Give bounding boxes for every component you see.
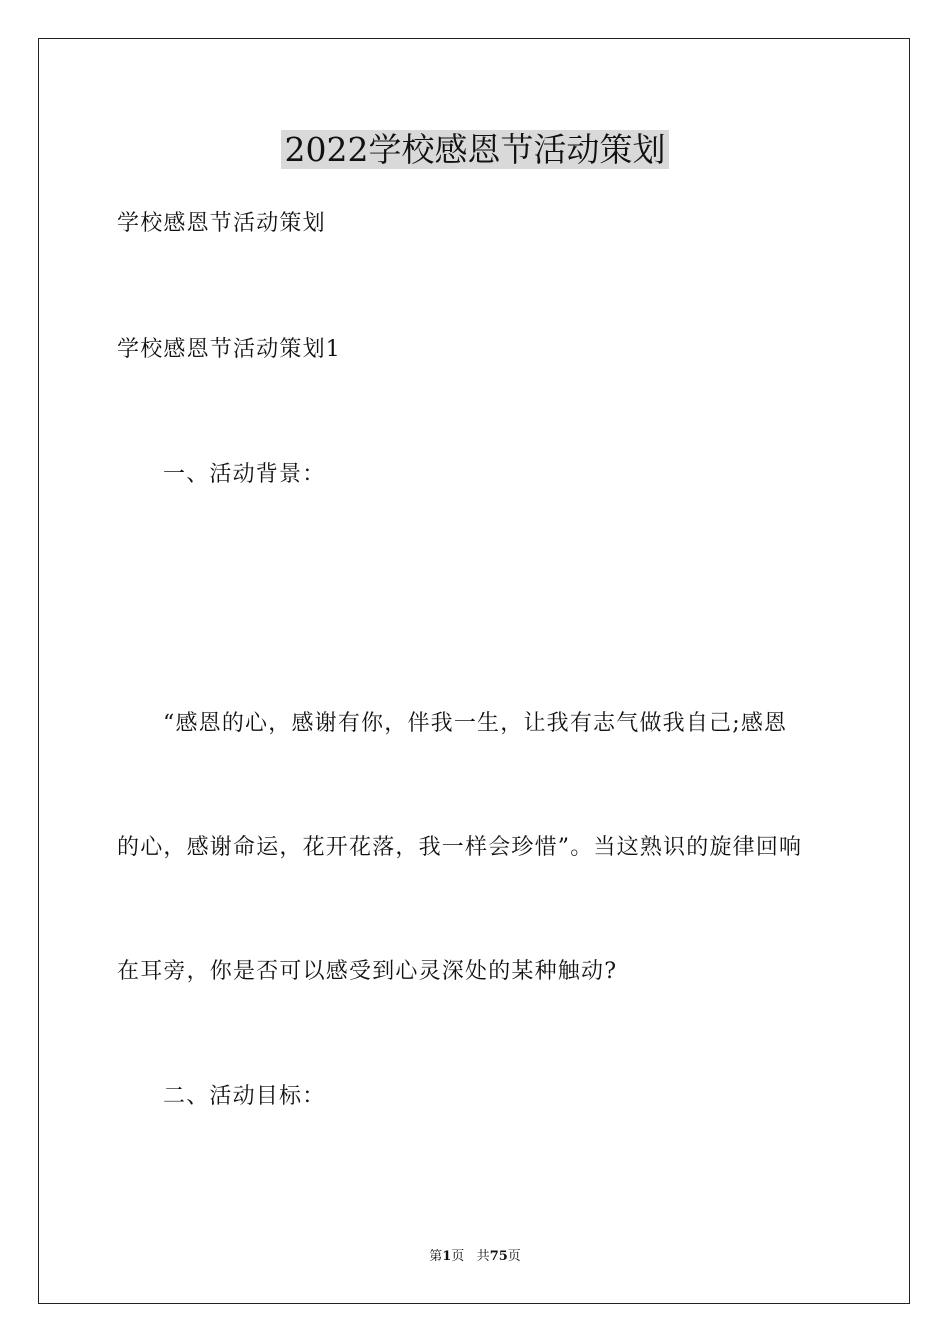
footer-page-suffix: 页 — [451, 1249, 465, 1264]
section-heading: 学校感恩节活动策划1 — [117, 337, 341, 362]
document-subtitle: 学校感恩节活动策划 — [117, 211, 326, 236]
document-title — [0, 128, 950, 172]
heading-goals: 二、活动目标： — [163, 1084, 326, 1109]
document-title-text: 2022学校感恩节活动策划 — [281, 130, 670, 169]
paragraph-line-1: “感恩的心，感谢有你，伴我一生，让我有志气做我自己;感恩 — [163, 711, 788, 736]
footer-total-suffix: 页 — [507, 1249, 521, 1264]
page-footer — [0, 1248, 950, 1266]
footer-page-prefix: 第 — [429, 1249, 443, 1264]
footer-total-prefix: 共 — [476, 1249, 490, 1264]
footer-page-number: 1 — [442, 1249, 452, 1264]
paragraph-line-3: 在耳旁，你是否可以感受到心灵深处的某种触动? — [117, 959, 618, 984]
heading-background: 一、活动背景： — [163, 462, 326, 487]
footer-total-pages: 75 — [489, 1249, 508, 1264]
paragraph-line-2: 的心，感谢命运，花开花落，我一样会珍惜”。当这熟识的旋律回响 — [117, 835, 803, 860]
